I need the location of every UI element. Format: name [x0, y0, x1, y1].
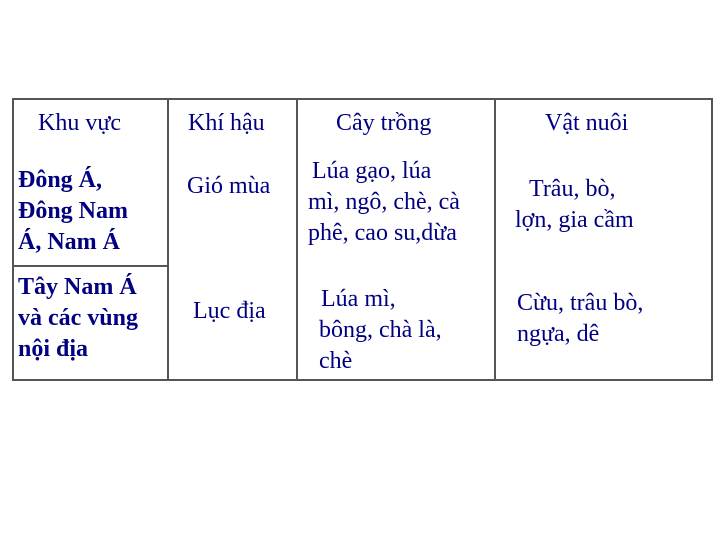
column-divider — [494, 100, 496, 379]
row1-livestock-line: lợn, gia cầm — [515, 207, 634, 233]
row1-climate — [187, 171, 270, 202]
row2-crops-line: Lúa mì, — [321, 286, 396, 312]
row2-livestock-line: Cừu, trâu bò, — [517, 290, 644, 316]
row1-crops-line: mì, ngô, chè, cà — [308, 189, 460, 215]
header-livestock: Vật nuôi — [545, 110, 629, 136]
row2-region-line: và các vùng — [18, 305, 138, 331]
row2-crops — [319, 284, 442, 377]
row1-crops-line: Lúa gạo, lúa — [312, 158, 432, 184]
row2-climate — [193, 296, 266, 327]
row-divider — [14, 265, 167, 267]
row2-climate-line: Lục địa — [193, 298, 266, 324]
column-divider — [167, 100, 169, 379]
row1-livestock — [515, 174, 634, 236]
row2-crops-line: bông, chà là, — [319, 317, 442, 343]
header-crops: Cây trồng — [336, 110, 432, 136]
header-region: Khu vực — [38, 110, 121, 136]
row1-region-line: Đông Nam — [18, 198, 129, 224]
row1-region-line: Đông Á, — [18, 167, 103, 193]
row2-region — [18, 272, 138, 365]
row2-crops-line: chè — [319, 348, 353, 374]
row1-region-line: Á, Nam Á — [18, 229, 120, 255]
row1-climate-line: Gió mùa — [187, 173, 271, 199]
row1-region — [18, 165, 128, 258]
row1-crops — [308, 156, 460, 249]
row2-region-line: Tây Nam Á — [18, 274, 137, 300]
row2-livestock-line: ngựa, dê — [517, 321, 600, 347]
header-climate: Khí hậu — [188, 110, 265, 136]
column-divider — [296, 100, 298, 379]
row1-crops-line: phê, cao su,dừa — [308, 220, 457, 246]
row2-livestock — [517, 288, 643, 350]
row1-livestock-line: Trâu, bò, — [529, 176, 616, 202]
row2-region-line: nội địa — [18, 336, 89, 362]
